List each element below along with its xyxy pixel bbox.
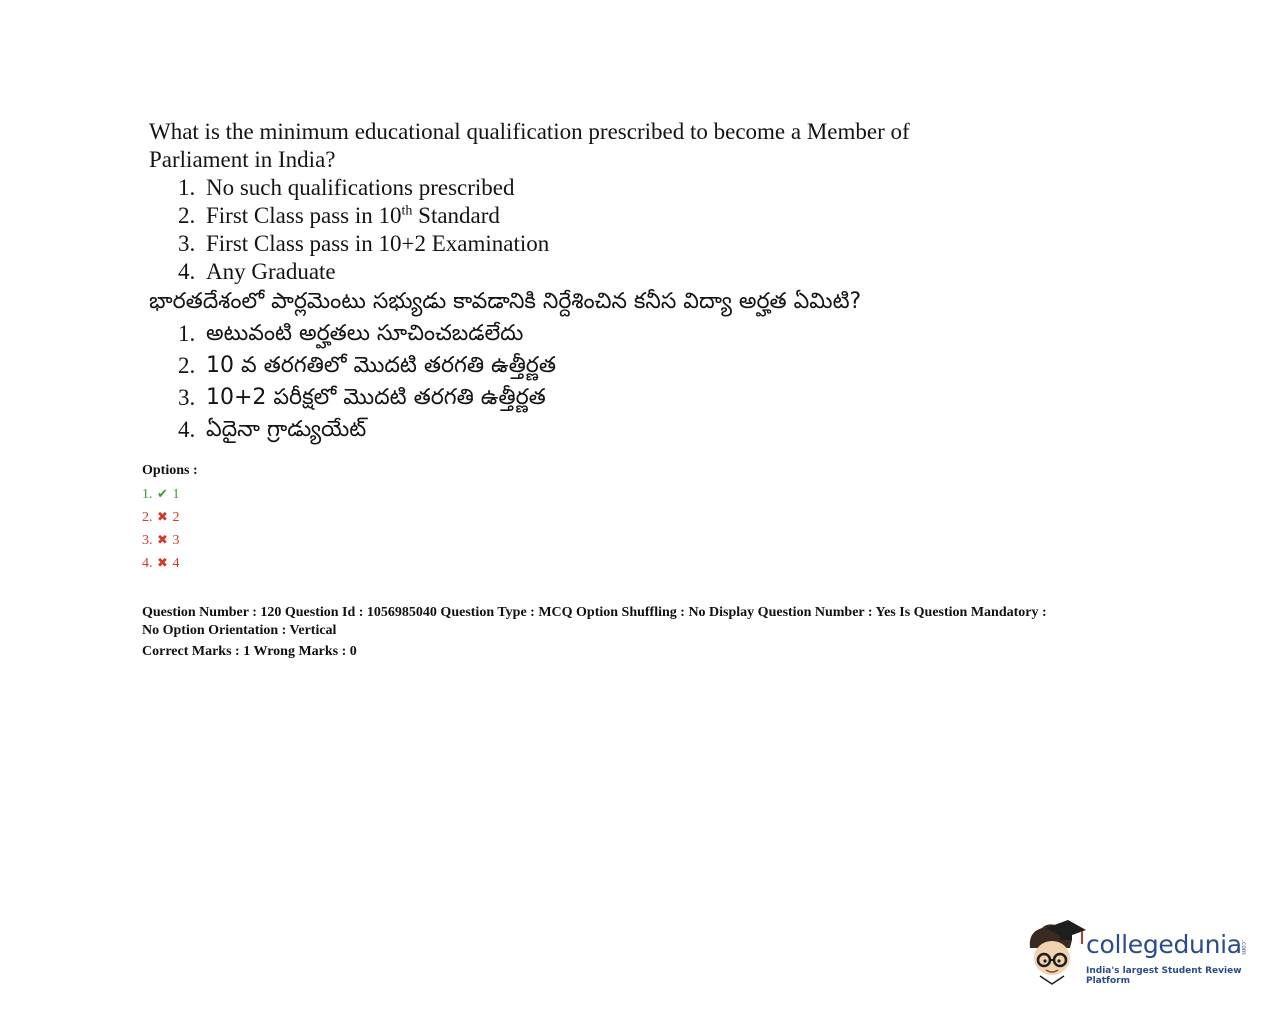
english-option <box>149 230 1049 258</box>
telugu-option <box>149 318 1049 350</box>
mascot-icon <box>1024 918 1086 988</box>
option-number: 1. <box>178 175 196 200</box>
option-text: 10+2 పరీక్షలో మొదటి తరగతి ఉత్తీర్ణత <box>206 385 546 410</box>
telugu-option-list <box>149 318 1049 446</box>
option-text: First Class pass in 10+2 Examination <box>206 231 550 256</box>
telugu-option <box>149 414 1049 446</box>
option-row-wrong <box>142 529 198 552</box>
option-row-wrong <box>142 506 198 529</box>
telugu-option <box>149 382 1049 414</box>
option-row-wrong <box>142 552 198 575</box>
question-line-1: What is the minimum educational qualification prescribed to become a Member of <box>149 119 910 144</box>
option-number: 3. <box>142 533 153 548</box>
option-text: 10 వ తరగతిలో మొదటి తరగతి ఉత్తీర్ణత <box>206 353 556 378</box>
option-number: 2. <box>142 510 153 525</box>
english-option <box>149 174 1049 202</box>
option-number: 4. <box>178 259 196 284</box>
option-text: అటువంటి అర్హతలు సూచించబడలేదు <box>206 321 524 346</box>
option-number: 3. <box>178 385 196 410</box>
question-text-english <box>149 118 1049 174</box>
option-number: 2. <box>178 203 196 228</box>
question-metadata <box>142 604 1152 661</box>
english-option <box>149 258 1049 286</box>
option-text: ఏదైనా గ్రాడ్యుయేట్ <box>206 417 367 442</box>
option-value: 4 <box>172 556 180 571</box>
metadata-line-2: No Option Orientation : Vertical <box>142 623 337 638</box>
brand-tagline: India's largest Student Review Platform <box>1086 966 1242 986</box>
option-number: 4. <box>178 417 196 442</box>
option-number: 4. <box>142 556 153 571</box>
option-text: Any Graduate <box>206 259 336 284</box>
question-block <box>149 118 1049 446</box>
marks-line: Correct Marks : 1 Wrong Marks : 0 <box>142 644 357 659</box>
options-label: Options : <box>142 463 198 478</box>
option-number: 1. <box>142 487 153 502</box>
question-line-2: Parliament in India? <box>149 147 336 172</box>
cross-icon: ✖ <box>157 556 168 571</box>
option-value: 2 <box>172 510 180 525</box>
option-value: 3 <box>172 533 180 548</box>
metadata-line-1: Question Number : 120 Question Id : 1056985040 Question Type : MCQ Option Shuffling : No Display Question Number : Yes Is Question Mandatory : <box>142 605 1047 620</box>
option-text: No such qualifications prescribed <box>206 175 515 200</box>
option-number: 2. <box>178 353 196 378</box>
option-number: 1. <box>178 321 196 346</box>
option-row-correct <box>142 483 198 506</box>
brand-suffix: .com <box>1240 940 1247 955</box>
question-text-telugu: భారతదేశంలో పార్లమెంటు సభ్యుడు కావడానికి నిర్దేశించిన కనీస విద్యా అర్హత ఏమిటి? <box>149 289 862 314</box>
option-number: 3. <box>178 231 196 256</box>
cross-icon: ✖ <box>157 510 168 525</box>
check-icon: ✔ <box>157 487 168 502</box>
options-panel <box>142 463 198 575</box>
telugu-option <box>149 350 1049 382</box>
cross-icon: ✖ <box>157 533 168 548</box>
brand-name: collegedunia <box>1086 930 1242 959</box>
option-text: First Class pass in 10th Standard <box>206 203 500 228</box>
english-option-list <box>149 174 1049 286</box>
collegedunia-logo <box>1024 918 1264 988</box>
option-value: 1 <box>172 487 180 502</box>
english-option <box>149 202 1049 230</box>
